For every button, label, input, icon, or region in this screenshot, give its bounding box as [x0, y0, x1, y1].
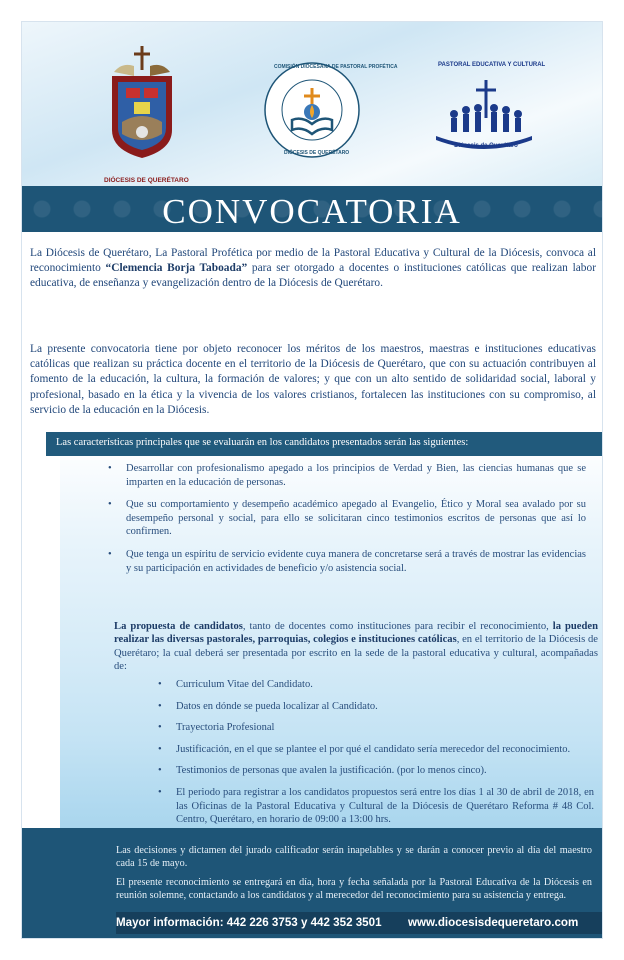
requirements-list — [154, 678, 594, 835]
diocese-coat-of-arms-icon — [104, 42, 180, 192]
criteria-heading-bar — [46, 432, 602, 456]
contact-phones: Mayor información: 442 226 3753 y 442 352 3501 — [116, 916, 382, 929]
list-item: • Trayectoria Profesional — [154, 721, 594, 735]
list-item: • Que tenga un espíritu de servicio evidente cuya manera de concretarse será a través de mostrar las evidencias y su participación en actividades de beneficio y/o asistencia social. — [104, 548, 586, 575]
intro-paragraph-2: La presente convocatoria tiene por objeto reconocer los méritos de los maestros, maestras e instituciones educativas católicas que realizan su práctica docente en el territorio de la Diócesis de Querétaro, que con su actuación contribuyen al fomento de la educación, la cultura, la formación de valores; y que con un alto sentido de solidaridad social, laboral y profesional, basado en la ética y la vivencia de los valores cristianos, fortalecen las instituciones con su compromiso, al servicio de la educación en la Diócesis. — [30, 343, 596, 416]
list-item: • Testimonios de personas que avalen la justificación. (por lo menos cinco). — [154, 764, 594, 778]
footer-paragraph-1: Las decisiones y dictamen del jurado calificador serán inapelables y se darán a conocer previo al día del maestro cada 15 de mayo. — [116, 845, 592, 870]
diocese-caption: DIÓCESIS DE QUERÉTARO — [104, 177, 189, 184]
logo-header — [22, 22, 602, 186]
page-title: CONVOCATORIA — [162, 192, 462, 231]
list-item: • El periodo para registrar a los candidatos propuestos será entre los días 1 al 30 de abril de 2018, en las Oficinas de la Pastoral Educativa y Cultural de la Diócesis de Querétaro Reforma # 48 Col. Centro, Querétaro, en horario de 09:00 a 13:00 hrs. — [154, 786, 594, 827]
proposal-paragraph: La propuesta de candidatos, tanto de docentes como instituciones para recibir el reconocimiento, la pueden realizar las diversas pastorales, parroquias, colegios e instituciones católicas, en el territorio de la Diócesis de Querétaro; la cual deberá ser presentada por escrito en la sede de la pastoral educativa y cultural, acompañadas de: — [114, 621, 598, 673]
seal-ring-text: COMISIÓN DIOCESANA DE PASTORAL PROFÉTICA — [274, 64, 398, 70]
comision-pastoral-profetica-seal-icon — [262, 60, 398, 160]
award-name: “Clemencia Borja Taboada” — [105, 262, 248, 275]
intro-paragraph-1: La Diócesis de Querétaro, La Pastoral Profética por medio de la Pastoral Educativa y Cultural de la Diócesis, convoca al reconocimiento “Clemencia Borja Taboada” para ser otorgado a docentes o instituciones católicas que realizan labor educativa, de enseñanza y evangelización dentro de la Diócesis de Querétaro. — [30, 247, 596, 290]
list-item: • Justificación, en el que se plantee el por qué el candidato sería merecedor del reconocimiento. — [154, 743, 594, 757]
list-item: • Que su comportamiento y desempeño académico apegado al Evangelio, Ético y Moral sea avalado por su desempeño personal y social, para ello se solicitaran cinco testimonios escritos de personas que así lo confirmen. — [104, 498, 586, 539]
poster — [22, 22, 602, 938]
pastoral-arc-text: PASTORAL EDUCATIVA Y CULTURAL — [438, 62, 546, 68]
criteria-heading: Las características principales que se evaluarán en los candidatos presentados serán las siguientes: — [56, 437, 469, 448]
list-item: • Datos en dónde se pueda localizar al Candidato. — [154, 700, 594, 714]
pastoral-caption: Diócesis de Querétaro — [454, 143, 518, 149]
footer-paragraph-2: El presente reconocimiento se entregará en día, hora y fecha señalada por la Pastoral Educativa de la Diócesis en reunión solemne, contactando a los candidatos y al merecedor del reconocimiento para su asistencia y entrega. — [116, 877, 592, 902]
list-item: • Desarrollar con profesionalismo apegado a los principios de Verdad y Bien, las ciencias humanas que se imparten en la educación de personas. — [104, 462, 586, 489]
website-link[interactable]: www.diocesisdequeretaro.com — [408, 916, 579, 929]
contact-bar — [116, 912, 602, 934]
title-banner — [22, 186, 602, 232]
criteria-list — [104, 462, 586, 584]
list-item: • Curriculum Vitae del Candidato. — [154, 678, 594, 692]
seal-ring-bottom-text: DIÓCESIS DE QUERÉTARO — [284, 150, 350, 156]
